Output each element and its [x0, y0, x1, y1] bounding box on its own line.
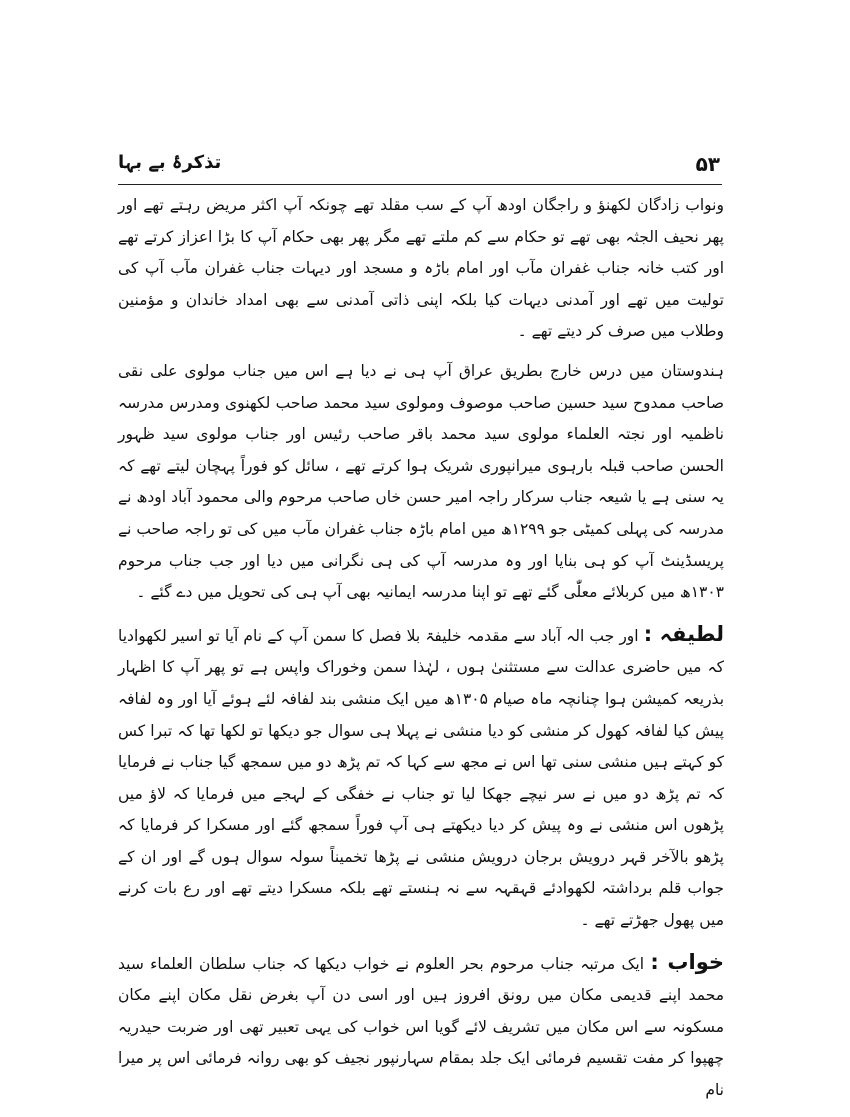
paragraph-text: ایک مرتبہ جناب مرحوم بحر العلوم نے خواب دیکھا کہ جناب سلطان العلماء سید محمد اپنے قدیمی مکان میں رونق افروز ہیں اور اسی دن آپ بغرض نقل مکان اپنے مکان مسکونہ سے اس مکان میں تشریف لائے گویا اس خواب کی یہی تعبیر تھی اور ضربت حیدریہ چھپوا کر مفت تقسیم فرمائی ایک جلد بمقام سہارنپور نجیف کو بھی روانہ فرمائی اس پر میرا نام	[118, 954, 724, 1100]
running-title: تذکرۂ بے بہا	[118, 152, 222, 173]
paragraph-heading: خواب :	[650, 949, 724, 974]
paragraph-text: ونواب زادگان لکھنؤ و راجگان اودھ آپ کے سب مقلد تھے چونکہ آپ اکثر مریض رہتے تھے اور پھر نحیف الجثہ بھی تھے تو حکام سے کم ملتے تھے مگر پھر بھی حکام آپ کا بڑا اعزاز کرتے تھے اور کتب خانہ جناب غفران مآب اور امام باڑہ و مسجد اور دیہات جناب غفران مآب آپ کی تولیت میں تھے اور آمدنی دیہات کیا بلکہ اپنی ذاتی آمدنی سے بھی امداد خاندان و مؤمنین وطلاب میں صرف کر دیتے تھے ۔	[118, 196, 724, 341]
paragraph-text: ہندوستان میں درس خارج بطریق عراق آپ ہی نے دیا ہے اس میں جناب مولوی علی نقی صاحب ممدوح سید حسین صاحب موصوف ومولوی سید محمد صاحب لکھنوی ومدرس مدرسہ ناظمیہ اور نجتہ العلماء مولوی سید محمد باقر صاحب رئیس اور جناب مولوی سید ظہور الحسن صاحب قبلہ بارہوی میرانپوری شریک ہوا کرتے تھے ، سائل کو فوراً پہچان لیتے تھے کہ یہ سنی ہے یا شیعہ جناب سرکار راجہ امیر حسن خاں صاحب مرحوم والی محمود آباد اودھ نے مدرسہ کی پہلی کمیٹی جو ۱۲۹۹ھ میں امام باڑہ جناب غفران مآب میں کی تو راجہ صاحب نے پریسڈینٹ آپ کو ہی بنایا اور وہ مدرسہ آپ کی ہی نگرانی میں دیا اور جب جناب مرحوم ۱۳۰۳ھ میں کربلائے معلّٰی گئے تھے تو اپنا مدرسہ ایمانیہ بھی آپ ہی کی تحویل میں دے گئے ۔	[118, 361, 724, 602]
page-body	[118, 190, 724, 1117]
paragraph-latifa	[118, 619, 724, 937]
paragraph-khwab	[118, 947, 724, 1107]
paragraph-text: اور جب الہ آباد سے مقدمہ خلیفۃ بلا فصل کا سمن آپ کے نام آیا تو اسیر لکھوادیا کہ میں حاضری عدالت سے مستثنیٰ ہوں ، لہٰذا سمن وخوراک واپس ہے تو پھر آپ کا اظہار بذریعہ کمیشن ہوا چنانچہ ماہ صیام ۱۳۰۵ھ میں ایک منشی بند لفافہ لئے ہوئے آیا اور وہ لفافہ پیش کیا لفافہ کھول کر منشی کو دیا منشی نے پہلا ہی سوال جو دیکھا تو لکھا تھا کہ تبرا کس کو کہتے ہیں منشی سنی تھا اس نے مجھ سے کہا کہ تم پڑھ دو میں سمجھ گیا جناب نے فرمایا کہ تم پڑھ دو میں نے سر نیچے جھکا لیا تو جناب نے خفگی کے لہجے میں فرمایا کہ لاؤ میں پڑھوں اس منشی نے وہ پیش کر دیا دیکھتے ہی آپ فوراً سمجھ گئے اور مسکرا کر فرمایا کہ پڑھو بالآخر قہر درویش برجان درویش منشی نے پڑھا تخمیناً سولہ سوال ہوں گے اور ان کے جواب قلم برداشتہ لکھوادئے قہقہہ سے نہ ہنستے تھے بلکہ مسکرا دیتے تھے اور رع بات کرنے میں پھول جھڑتے تھے ۔	[118, 626, 725, 930]
header-rule	[118, 184, 722, 185]
paragraph-heading: لطیفہ :	[643, 621, 724, 646]
page-number: ۵۳	[695, 152, 720, 176]
paragraph	[118, 356, 724, 609]
page-header	[118, 150, 720, 182]
paragraph	[118, 190, 724, 348]
